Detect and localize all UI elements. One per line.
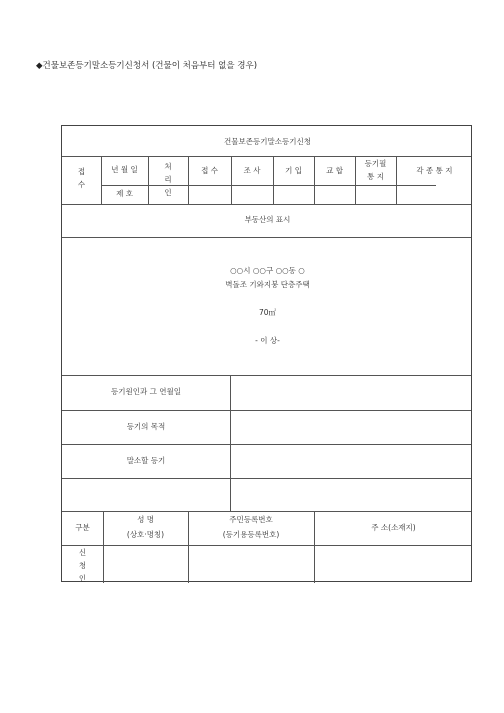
divider bbox=[62, 237, 471, 238]
divider bbox=[314, 511, 315, 583]
divider bbox=[188, 156, 189, 204]
label-resident-number: 주민등록번호 bbox=[229, 515, 273, 524]
divider bbox=[62, 375, 471, 376]
divider bbox=[230, 375, 231, 511]
divider bbox=[273, 156, 274, 204]
document-heading: ◆건물보존등기말소등기신청서 (건물이 처음부터 없을 경우) bbox=[36, 61, 258, 71]
divider bbox=[396, 156, 397, 204]
label-name: 성 명 bbox=[137, 515, 154, 524]
property-area: 70㎡ bbox=[258, 308, 277, 317]
property-end-mark: - 이 상- bbox=[255, 336, 280, 345]
label-registration-notice: 등기필 통 지 bbox=[364, 159, 387, 181]
label-registration-number: (등기용등록번호) bbox=[222, 530, 280, 539]
label-address: 주 소(소재지) bbox=[371, 523, 416, 532]
label-name-sub: (상호·명칭) bbox=[126, 530, 165, 539]
divider bbox=[62, 478, 471, 479]
property-address: ○○시 ○○구 ○○동 ○ bbox=[230, 266, 305, 275]
divider bbox=[62, 410, 471, 411]
divider bbox=[314, 156, 315, 204]
registration-form bbox=[61, 125, 472, 582]
property-section-label: 부동산의 표시 bbox=[244, 215, 291, 224]
label-reception: 접 수 bbox=[77, 167, 86, 189]
label-cause-date: 등기원인과 그 연월일 bbox=[111, 387, 181, 396]
label-applicant: 신 청 인 bbox=[78, 548, 87, 583]
label-col-investigation: 조 사 bbox=[243, 166, 261, 175]
label-category: 구분 bbox=[75, 523, 90, 532]
divider bbox=[231, 156, 232, 204]
label-date: 년 월 일 bbox=[111, 165, 138, 174]
label-col-proofread: 교 합 bbox=[326, 166, 343, 175]
divider bbox=[62, 156, 471, 157]
label-col-entry: 기 입 bbox=[285, 166, 302, 175]
label-number: 제 호 bbox=[116, 189, 133, 198]
divider bbox=[62, 545, 471, 546]
divider bbox=[62, 511, 471, 512]
label-purpose: 등기의 목적 bbox=[126, 422, 166, 431]
label-col-reception: 접 수 bbox=[201, 166, 218, 175]
label-various-notices: 각 종 통 지 bbox=[416, 166, 453, 175]
label-cancel-registration: 말소할 등기 bbox=[126, 456, 166, 465]
divider bbox=[62, 204, 471, 205]
form-title: 건물보존등기말소등기신청 bbox=[224, 137, 311, 146]
divider bbox=[62, 444, 471, 445]
property-structure: 벽돌조 기와지붕 단층주택 bbox=[225, 280, 310, 289]
label-processor: 처 리 인 bbox=[164, 162, 172, 197]
